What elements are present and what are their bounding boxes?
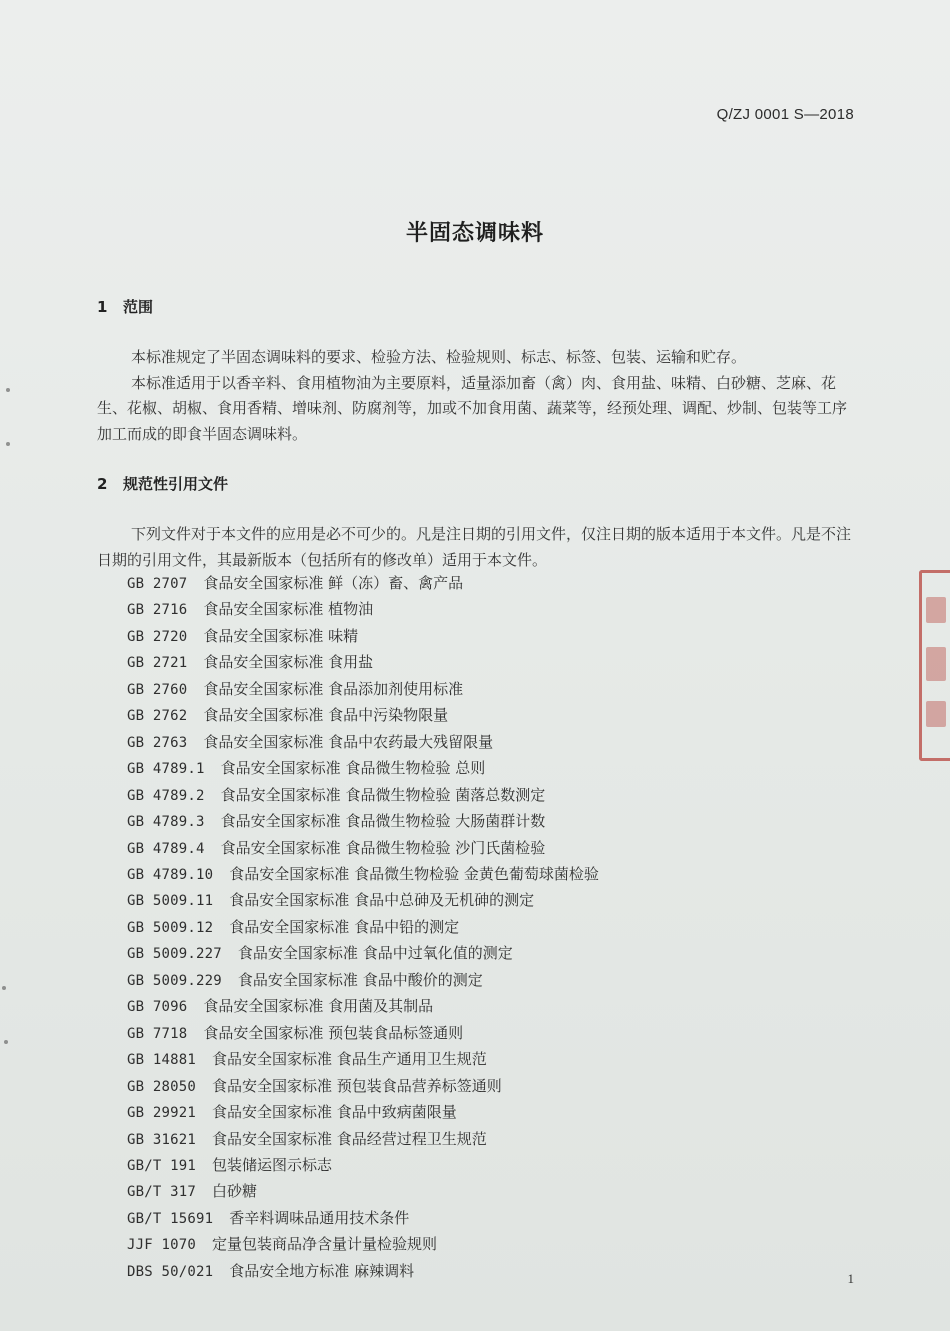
reference-code: GB/T 15691 bbox=[127, 1210, 214, 1227]
reference-code: GB 5009.11 bbox=[127, 893, 214, 910]
seal-mark bbox=[926, 701, 946, 727]
reference-item bbox=[127, 941, 599, 967]
reference-code: GB 4789.10 bbox=[127, 866, 214, 883]
reference-title: 食品安全国家标准 食品微生物检验 菌落总数测定 bbox=[220, 785, 546, 804]
page-title: 半固态调味料 bbox=[405, 221, 544, 246]
reference-item bbox=[127, 1232, 599, 1258]
reference-item bbox=[127, 1100, 599, 1126]
scan-speck bbox=[4, 1040, 8, 1044]
reference-title: 食品安全国家标准 食品中酸价的测定 bbox=[237, 970, 483, 989]
reference-title: 食品安全国家标准 食品中农药最大残留限量 bbox=[203, 732, 494, 751]
reference-item bbox=[127, 888, 599, 914]
section-title: 范围 bbox=[123, 298, 154, 316]
reference-code: GB 2716 bbox=[127, 602, 188, 619]
seal-mark bbox=[926, 647, 946, 681]
reference-code: GB 2760 bbox=[127, 681, 188, 698]
reference-list bbox=[127, 571, 599, 1285]
reference-item bbox=[127, 1047, 599, 1073]
reference-title: 食品安全国家标准 食品添加剂使用标准 bbox=[203, 679, 464, 698]
reference-title: 食品安全国家标准 预包装食品标签通则 bbox=[203, 1023, 464, 1042]
reference-item bbox=[127, 836, 599, 862]
reference-title: 白砂糖 bbox=[212, 1182, 258, 1201]
reference-item bbox=[127, 1074, 599, 1100]
reference-title: 食品安全地方标准 麻辣调料 bbox=[229, 1261, 415, 1280]
reference-code: GB 2720 bbox=[127, 628, 188, 645]
reference-code: GB 31621 bbox=[127, 1131, 197, 1148]
section-number: 1 bbox=[97, 298, 108, 316]
reference-title: 定量包装商品净含量计量检验规则 bbox=[212, 1235, 438, 1254]
reference-title: 食品安全国家标准 食品中过氧化值的测定 bbox=[237, 944, 513, 963]
page-number: 1 bbox=[847, 1271, 854, 1286]
reference-item bbox=[127, 730, 599, 756]
reference-code: GB 5009.227 bbox=[127, 946, 222, 963]
reference-code: GB 5009.229 bbox=[127, 972, 222, 989]
reference-code: GB 4789.3 bbox=[127, 814, 205, 831]
reference-code: GB 4789.2 bbox=[127, 787, 205, 804]
reference-title: 食品安全国家标准 食品生产通用卫生规范 bbox=[212, 1050, 487, 1069]
reference-item bbox=[127, 624, 599, 650]
standard-code: Q/ZJ 0001 S—2018 bbox=[716, 106, 854, 123]
reference-item bbox=[127, 1127, 599, 1153]
reference-title: 食品安全国家标准 味精 bbox=[203, 626, 359, 645]
reference-code: GB 7718 bbox=[127, 1025, 188, 1042]
reference-title: 食品安全国家标准 植物油 bbox=[203, 600, 374, 619]
reference-item bbox=[127, 756, 599, 782]
reference-item bbox=[127, 862, 599, 888]
reference-code: GB 4789.1 bbox=[127, 761, 205, 778]
reference-code: GB 2721 bbox=[127, 655, 188, 672]
reference-title: 食品安全国家标准 食用菌及其制品 bbox=[203, 997, 434, 1016]
scope-body bbox=[97, 345, 857, 447]
reference-item bbox=[127, 1206, 599, 1232]
reference-title: 食品安全国家标准 食品中致病菌限量 bbox=[212, 1103, 457, 1122]
reference-title: 食品安全国家标准 食品微生物检验 金黄色葡萄球菌检验 bbox=[229, 864, 599, 883]
normative-references-intro bbox=[97, 522, 857, 573]
reference-title: 食品安全国家标准 食品微生物检验 总则 bbox=[220, 759, 486, 778]
reference-title: 食品安全国家标准 食品微生物检验 大肠菌群计数 bbox=[220, 812, 546, 831]
reference-item bbox=[127, 783, 599, 809]
reference-title: 食品安全国家标准 食品中铅的测定 bbox=[229, 917, 460, 936]
reference-title: 食品安全国家标准 食品中总砷及无机砷的测定 bbox=[229, 891, 535, 910]
reference-code: GB 4789.4 bbox=[127, 840, 205, 857]
reference-code: DBS 50/021 bbox=[127, 1263, 214, 1280]
reference-title: 食品安全国家标准 鲜（冻）畜、禽产品 bbox=[203, 574, 464, 592]
reference-title: 香辛料调味品通用技术条件 bbox=[229, 1208, 410, 1227]
reference-code: JJF 1070 bbox=[127, 1237, 197, 1254]
reference-code: GB 7096 bbox=[127, 999, 188, 1016]
scan-speck bbox=[6, 442, 10, 446]
reference-code: GB/T 317 bbox=[127, 1184, 197, 1201]
seal-mark bbox=[926, 597, 946, 623]
reference-title: 食品安全国家标准 食品微生物检验 沙门氏菌检验 bbox=[220, 838, 546, 857]
reference-item bbox=[127, 677, 599, 703]
reference-item bbox=[127, 571, 599, 597]
reference-item bbox=[127, 1179, 599, 1205]
reference-code: GB 5009.12 bbox=[127, 919, 214, 936]
reference-item bbox=[127, 703, 599, 729]
reference-item bbox=[127, 1021, 599, 1047]
reference-item bbox=[127, 1259, 599, 1285]
reference-code: GB/T 191 bbox=[127, 1157, 197, 1174]
reference-item bbox=[127, 597, 599, 623]
reference-item bbox=[127, 994, 599, 1020]
partial-seal-stamp bbox=[919, 570, 950, 761]
reference-item bbox=[127, 968, 599, 994]
reference-title: 食品安全国家标准 预包装食品营养标签通则 bbox=[212, 1076, 502, 1095]
section-heading-normative-references bbox=[97, 473, 228, 494]
reference-item bbox=[127, 1153, 599, 1179]
reference-code: GB 2762 bbox=[127, 708, 188, 725]
paragraph: 本标准规定了半固态调味料的要求、检验方法、检验规则、标志、标签、包装、运输和贮存。 bbox=[131, 348, 747, 366]
reference-code: GB 2707 bbox=[127, 576, 188, 592]
reference-title: 食品安全国家标准 食用盐 bbox=[203, 653, 374, 672]
scan-speck bbox=[6, 388, 10, 392]
section-heading-scope bbox=[97, 296, 153, 317]
reference-title: 食品安全国家标准 食品中污染物限量 bbox=[203, 706, 449, 725]
section-title: 规范性引用文件 bbox=[123, 475, 229, 493]
section-number: 2 bbox=[97, 475, 108, 493]
reference-code: GB 29921 bbox=[127, 1105, 197, 1122]
reference-code: GB 28050 bbox=[127, 1078, 197, 1095]
reference-title: 包装储运图示标志 bbox=[212, 1155, 333, 1174]
reference-item bbox=[127, 915, 599, 941]
reference-item bbox=[127, 650, 599, 676]
paragraph: 下列文件对于本文件的应用是必不可少的。凡是注日期的引用文件，仅注日期的版本适用于本文件。凡是不注日期的引用文件，其最新版本（包括所有的修改单）适用于本文件。 bbox=[97, 525, 852, 569]
paragraph: 本标准适用于以香辛料、食用植物油为主要原料，适量添加畜（禽）肉、食用盐、味精、白砂糖、芝麻、花生、花椒、胡椒、食用香精、增味剂、防腐剂等，加或不加食用菌、蔬菜等，经预处理、调配、炒制、包装等工序加工而成的即食半固态调味料。 bbox=[97, 373, 848, 443]
reference-code: GB 2763 bbox=[127, 734, 188, 751]
reference-code: GB 14881 bbox=[127, 1052, 197, 1069]
reference-title: 食品安全国家标准 食品经营过程卫生规范 bbox=[212, 1129, 487, 1148]
scan-speck bbox=[2, 986, 6, 990]
reference-item bbox=[127, 809, 599, 835]
